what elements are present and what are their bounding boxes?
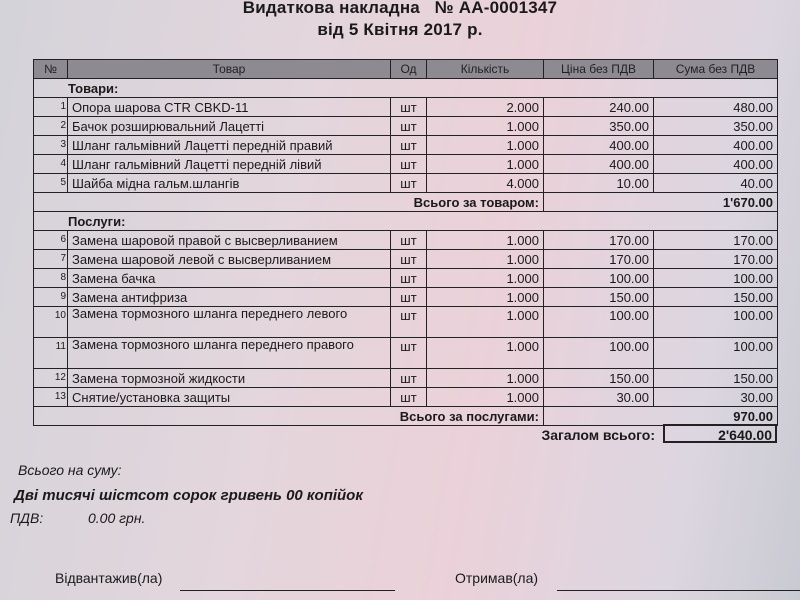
table-row bbox=[34, 269, 778, 288]
invoice-table bbox=[33, 59, 778, 426]
row-item-name: Шайба мідна гальм.шлангів bbox=[68, 174, 391, 193]
row-price: 350.00 bbox=[544, 117, 654, 136]
table-row bbox=[34, 174, 778, 193]
row-qty: 1.000 bbox=[427, 250, 544, 269]
row-price: 30.00 bbox=[544, 388, 654, 407]
row-price: 100.00 bbox=[544, 307, 654, 338]
row-unit: шт bbox=[391, 250, 427, 269]
table-row bbox=[34, 338, 778, 369]
row-qty: 1.000 bbox=[427, 388, 544, 407]
table-row bbox=[34, 231, 778, 250]
table-header-row bbox=[34, 60, 778, 79]
table-row bbox=[34, 388, 778, 407]
row-sum: 350.00 bbox=[654, 117, 778, 136]
row-sum: 100.00 bbox=[654, 338, 778, 369]
col-header-price: Ціна без ПДВ bbox=[544, 60, 654, 79]
row-price: 170.00 bbox=[544, 231, 654, 250]
row-sum: 100.00 bbox=[654, 307, 778, 338]
row-qty: 4.000 bbox=[427, 174, 544, 193]
row-number: 9 bbox=[34, 288, 68, 307]
row-sum: 170.00 bbox=[654, 250, 778, 269]
row-unit: шт bbox=[391, 338, 427, 369]
col-header-qty: Кількість bbox=[427, 60, 544, 79]
goods-total-row bbox=[34, 193, 778, 212]
table-row bbox=[34, 98, 778, 117]
row-sum: 480.00 bbox=[654, 98, 778, 117]
document-title: Видаткова накладна bbox=[242, 0, 420, 17]
row-number: 6 bbox=[34, 231, 68, 250]
table-row bbox=[34, 369, 778, 388]
row-unit: шт bbox=[391, 307, 427, 338]
vat-value: 0.00 грн. bbox=[88, 510, 146, 526]
row-number: 3 bbox=[34, 136, 68, 155]
row-sum: 30.00 bbox=[654, 388, 778, 407]
shipped-by-label: Відвантажив(ла) bbox=[55, 570, 163, 586]
row-number: 5 bbox=[34, 174, 68, 193]
row-qty: 2.000 bbox=[427, 98, 544, 117]
row-unit: шт bbox=[391, 231, 427, 250]
services-section-label: Послуги: bbox=[34, 212, 778, 231]
table-row bbox=[34, 155, 778, 174]
goods-section-row bbox=[34, 79, 778, 98]
row-item-name: Бачок розширювальний Лацетті bbox=[68, 117, 391, 136]
row-qty: 1.000 bbox=[427, 288, 544, 307]
row-qty: 1.000 bbox=[427, 117, 544, 136]
row-unit: шт bbox=[391, 117, 427, 136]
row-item-name: Замена тормозной жидкости bbox=[68, 369, 391, 388]
row-number: 11 bbox=[34, 338, 68, 369]
row-unit: шт bbox=[391, 174, 427, 193]
services-total-label: Всього за послугами: bbox=[34, 407, 544, 426]
row-price: 240.00 bbox=[544, 98, 654, 117]
row-number: 10 bbox=[34, 307, 68, 338]
row-qty: 1.000 bbox=[427, 136, 544, 155]
row-number: 4 bbox=[34, 155, 68, 174]
row-price: 150.00 bbox=[544, 369, 654, 388]
goods-total-value: 1'670.00 bbox=[544, 193, 778, 212]
row-item-name: Замена тормозного шланга переднего правого bbox=[68, 338, 391, 369]
row-item-name: Замена тормозного шланга переднего левого bbox=[68, 307, 391, 338]
row-unit: шт bbox=[391, 136, 427, 155]
row-number: 1 bbox=[34, 98, 68, 117]
services-section-row bbox=[34, 212, 778, 231]
table-body bbox=[34, 79, 778, 426]
row-sum: 170.00 bbox=[654, 231, 778, 250]
row-item-name: Замена шаровой правой с высверливанием bbox=[68, 231, 391, 250]
row-item-name: Замена шаровой левой с высверливанием bbox=[68, 250, 391, 269]
row-item-name: Замена антифриза bbox=[68, 288, 391, 307]
row-price: 10.00 bbox=[544, 174, 654, 193]
row-item-name: Опора шарова CTR CBKD-11 bbox=[68, 98, 391, 117]
row-unit: шт bbox=[391, 369, 427, 388]
row-price: 100.00 bbox=[544, 338, 654, 369]
invoice-title-line bbox=[0, 0, 800, 18]
row-price: 400.00 bbox=[544, 136, 654, 155]
row-unit: шт bbox=[391, 388, 427, 407]
row-qty: 1.000 bbox=[427, 338, 544, 369]
vat-label: ПДВ: bbox=[10, 510, 44, 526]
row-sum: 150.00 bbox=[654, 288, 778, 307]
row-sum: 40.00 bbox=[654, 174, 778, 193]
sum-label: Всього на суму: bbox=[18, 462, 122, 478]
col-header-unit: Од bbox=[391, 60, 427, 79]
row-unit: шт bbox=[391, 155, 427, 174]
row-number: 12 bbox=[34, 369, 68, 388]
table-row bbox=[34, 307, 778, 338]
row-item-name: Снятие/установка защиты bbox=[68, 388, 391, 407]
row-price: 170.00 bbox=[544, 250, 654, 269]
document-number: № АА-0001347 bbox=[434, 0, 558, 17]
row-unit: шт bbox=[391, 269, 427, 288]
row-number: 2 bbox=[34, 117, 68, 136]
shipped-by-signature-line bbox=[180, 590, 395, 591]
row-sum: 100.00 bbox=[654, 269, 778, 288]
row-item-name: Шланг гальмівний Лацетті передній лівий bbox=[68, 155, 391, 174]
table-row bbox=[34, 117, 778, 136]
row-qty: 1.000 bbox=[427, 231, 544, 250]
goods-section-label: Товари: bbox=[34, 79, 778, 98]
row-sum: 400.00 bbox=[654, 155, 778, 174]
sum-in-words: Дві тисячі шістсот сорок гривень 00 копійок bbox=[14, 487, 363, 504]
row-item-name: Шланг гальмівний Лацетті передній правий bbox=[68, 136, 391, 155]
col-header-number: № bbox=[34, 60, 68, 79]
row-number: 7 bbox=[34, 250, 68, 269]
table-row bbox=[34, 136, 778, 155]
goods-total-label: Всього за товаром: bbox=[34, 193, 544, 212]
table-row bbox=[34, 288, 778, 307]
row-qty: 1.000 bbox=[427, 155, 544, 174]
row-item-name: Замена бачка bbox=[68, 269, 391, 288]
grand-total-value: 2'640.00 bbox=[663, 424, 777, 443]
row-price: 100.00 bbox=[544, 269, 654, 288]
col-header-sum: Сума без ПДВ bbox=[654, 60, 778, 79]
row-number: 13 bbox=[34, 388, 68, 407]
row-qty: 1.000 bbox=[427, 369, 544, 388]
row-unit: шт bbox=[391, 288, 427, 307]
services-total-value: 970.00 bbox=[544, 407, 778, 426]
row-price: 150.00 bbox=[544, 288, 654, 307]
col-header-item: Товар bbox=[68, 60, 391, 79]
row-sum: 150.00 bbox=[654, 369, 778, 388]
row-qty: 1.000 bbox=[427, 307, 544, 338]
services-total-row bbox=[34, 407, 778, 426]
table-row bbox=[34, 250, 778, 269]
row-unit: шт bbox=[391, 98, 427, 117]
row-number: 8 bbox=[34, 269, 68, 288]
grand-total-label: Загалом всього: bbox=[541, 427, 655, 443]
received-by-label: Отримав(ла) bbox=[455, 570, 539, 586]
received-by-signature-line bbox=[557, 590, 800, 591]
document-date: від 5 Квітня 2017 р. bbox=[317, 20, 483, 39]
row-price: 400.00 bbox=[544, 155, 654, 174]
row-sum: 400.00 bbox=[654, 136, 778, 155]
vat-line bbox=[10, 510, 146, 526]
row-qty: 1.000 bbox=[427, 269, 544, 288]
